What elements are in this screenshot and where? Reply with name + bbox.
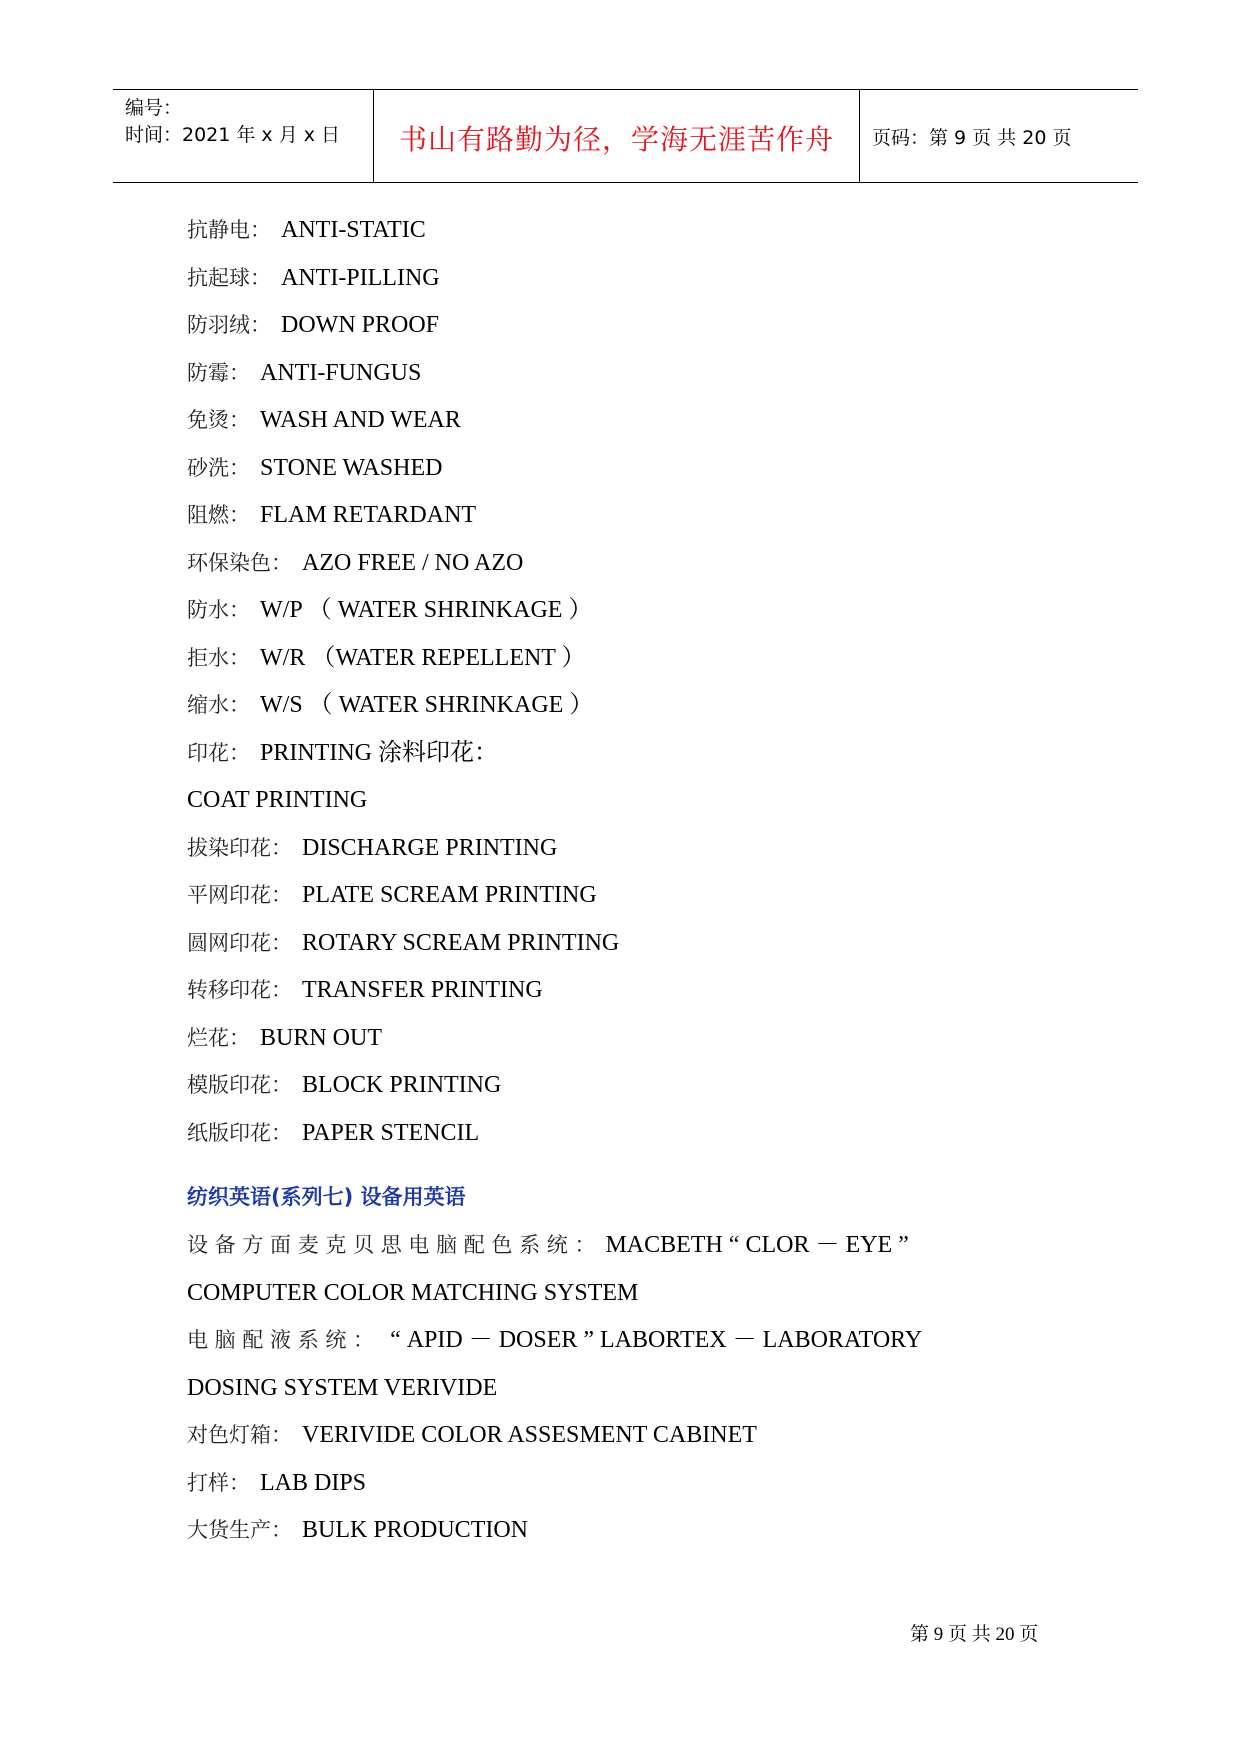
english-term: BULK PRODUCTION [302,1517,529,1543]
english-term: LAB DIPS [260,1469,367,1496]
english-term: MACBETH “ CLOR － EYE ” [605,1232,909,1258]
header-page-number: 页码：第 9 页 共 20 页 [872,127,1072,149]
glossary-line [187,641,586,675]
chinese-term: 拒水： [187,645,250,670]
glossary-line [187,1323,922,1357]
page-footer: 第 9 页 共 20 页 [910,1624,1039,1645]
chinese-term: 环保染色： [187,550,292,575]
english-term: AZO FREE / NO AZO [302,549,524,576]
glossary-line [187,878,597,912]
chinese-term: 砂洗： [187,455,250,480]
glossary-line [187,213,426,247]
english-term: W/S （ WATER SHRINKAGE ） [260,692,594,718]
english-term: COAT PRINTING [187,787,368,813]
glossary-line [187,1116,479,1150]
chinese-term: 缩水： [187,693,250,717]
glossary-line [187,1466,366,1500]
english-term: FLAM RETARDANT [260,502,477,528]
glossary-line [187,1021,382,1055]
english-term: DOWN PROOF [281,312,440,338]
english-term: BLOCK PRINTING [302,1072,502,1098]
chinese-term: 圆网印花： [187,930,292,955]
english-term: TRANSFER PRINTING [302,977,543,1003]
glossary-line [187,356,421,390]
chinese-term: 烂花： [187,1025,250,1050]
chinese-term: 转移印花： [187,978,292,1002]
chinese-term: 模版印花： [187,1073,292,1097]
english-term: W/R （WATER REPELLENT ） [260,644,586,671]
glossary-line [187,783,367,817]
header-motto: 书山有路勤为径，学海无涯苦作舟 [398,123,834,156]
chinese-term: 阻燃： [187,503,250,527]
glossary-line [187,1418,757,1452]
chinese-term: 纸版印花： [187,1120,292,1145]
glossary-line [187,498,476,532]
english-term: “ APID － DOSER ” LABORTEX － LABORATORY [384,1327,923,1353]
english-term: ANTI-PILLING [281,264,440,291]
chinese-term: 打样： [187,1470,250,1495]
english-term: PAPER STENCIL [302,1119,480,1146]
english-term: BURN OUT [260,1024,383,1051]
glossary-line [187,973,543,1007]
chinese-term: 防霉： [187,360,250,385]
header-info-cell [113,90,373,182]
chinese-term: 印花： [187,740,250,765]
glossary-line [187,451,442,485]
glossary-line [187,593,592,627]
english-term: COMPUTER COLOR MATCHING SYSTEM [187,1279,639,1306]
chinese-term: 大货生产： [187,1518,292,1542]
english-term: VERIVIDE COLOR ASSESMENT CABINET [302,1422,757,1448]
glossary-line [187,1371,497,1405]
document-number-label: 编号： [125,97,183,119]
glossary-line [187,546,523,580]
chinese-term: 拔染印花： [187,835,292,860]
english-term: DOSING SYSTEM VERIVIDE [187,1374,498,1401]
document-date-label: 时间：2021 年 x 月 x 日 [125,124,341,146]
english-term: ANTI-STATIC [281,217,426,243]
english-term: PLATE SCREAM PRINTING [302,882,597,908]
chinese-term: 防羽绒： [187,313,271,337]
english-term: WASH AND WEAR [260,407,461,433]
glossary-line [187,403,461,437]
header-motto-cell [373,90,860,182]
glossary-line [187,688,593,722]
chinese-term: 设 备 方 面 麦 克 贝 思 电 脑 配 色 系 统 ： [187,1233,596,1257]
english-term: STONE WASHED [260,454,443,481]
english-term: ROTARY SCREAM PRINTING [302,929,620,956]
glossary-line [187,261,440,295]
english-term: W/P （ WATER SHRINKAGE ） [260,597,593,623]
glossary-line [187,736,498,770]
glossary-line [187,1276,638,1310]
glossary-line [187,1513,528,1547]
chinese-term: 免烫： [187,408,250,432]
english-term: PRINTING 涂料印花： [260,739,498,766]
chinese-term: 对色灯箱： [187,1423,292,1447]
glossary-line [187,831,557,865]
section-heading: 纺织英语(系列七) 设备用英语 [187,1185,466,1209]
chinese-term: 平网印花： [187,883,292,907]
glossary-line [187,926,619,960]
glossary-line [187,308,439,342]
glossary-line [187,1228,909,1262]
chinese-term: 防水： [187,598,250,622]
header-table [113,89,1138,183]
chinese-term: 抗起球： [187,265,271,290]
chinese-term: 电 脑 配 液 系 统 ： [187,1328,375,1352]
english-term: DISCHARGE PRINTING [302,834,558,861]
header-page-cell [860,90,1138,182]
chinese-term: 抗静电： [187,218,271,242]
english-term: ANTI-FUNGUS [260,359,422,386]
glossary-line [187,1068,501,1102]
